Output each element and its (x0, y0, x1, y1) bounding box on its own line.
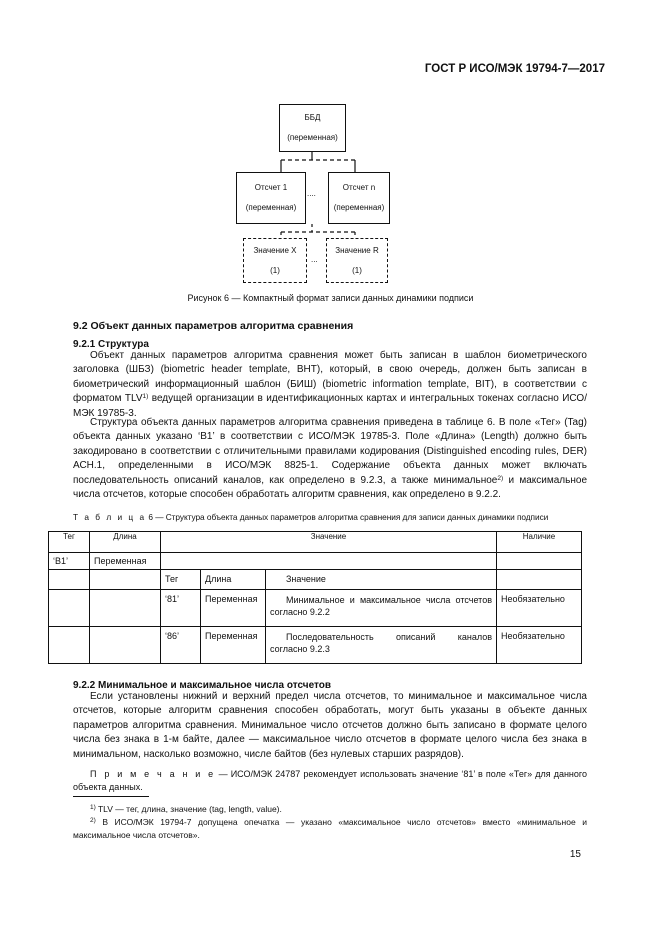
cell-tag: ‘B1’ (49, 553, 90, 570)
figure-caption: Рисунок 6 — Компактный формат записи данных динамики подписи (187, 293, 474, 303)
table-row (49, 590, 582, 627)
bbd-box-title: ББД (304, 113, 321, 122)
value-r-title: Значение R (335, 245, 379, 255)
value-x-box (243, 238, 307, 283)
ellipsis-samples: .... (307, 189, 316, 198)
footnote-1: $^{1)}$ TLV — тег, длина, значение (tag, length, value). (90, 804, 282, 814)
bbd-box-type: (переменная) (287, 133, 338, 142)
table-row (49, 570, 582, 590)
document-header: ГОСТ Р ИСО/МЭК 19794-7—2017 (424, 63, 605, 75)
bbd-box (279, 104, 346, 152)
cell-value: Минимальное и максимальное числа отсчетов согласно 9.2.2 (266, 590, 497, 627)
footnote-separator (73, 796, 149, 797)
paragraph-structure-1: Объект данных параметров алгоритма сравнения может быть записан в шаблон биометрического заголовка (ШБЗ) (biometric header template, BHT), который, в свою очередь, должен быть записан в биометрический информационный шаблон (БИШ) (biometric information template, BIT), в соответствии с форматом TLV$^{1)}$ ведущей организации в идентификационных картах и интегральных токенах согласно ИСО/МЭК 19785-3. (73, 350, 587, 419)
cell-length: Переменная (90, 553, 161, 570)
header-value: Значение (161, 532, 497, 553)
subsection-heading-structure: 9.2.1 Структура (73, 339, 149, 350)
cell-tag: ‘86’ (161, 627, 201, 664)
subsection-heading-min-max: 9.2.2 Минимальное и максимальное числа отсчетов (73, 680, 332, 691)
header-tag: Тег (49, 532, 90, 553)
sample-1-title: Отсчет 1 (254, 183, 288, 192)
sample-n-box (328, 172, 390, 224)
cell-length: Переменная (201, 627, 266, 664)
header-presence: Наличие (497, 532, 582, 553)
sample-1-box (236, 172, 306, 224)
table-row (49, 627, 582, 664)
section-heading: 9.2 Объект данных параметров алгоритма сравнения (73, 320, 354, 332)
value-x-length: (1) (270, 265, 280, 275)
subheader-value: Значение (266, 570, 497, 590)
sample-1-type: (переменная) (245, 203, 297, 212)
cell-length: Переменная (201, 590, 266, 627)
table-caption: Т а б л и ц а 6 — Структура объекта данных параметров алгоритма сравнения для записи данных динамики подписи (73, 512, 549, 522)
sample-n-type: (переменная) (333, 203, 385, 212)
table-6 (48, 531, 582, 664)
value-r-length: (1) (352, 265, 362, 275)
note: П р и м е ч а н и е — ИСО/МЭК 24787 рекомендует использовать значение ‘81’ в поле «Тег» для данного объекта данных. (73, 769, 587, 792)
ellipsis-values: ... (311, 255, 318, 264)
table-row (49, 553, 582, 570)
cell-tag: ‘81’ (161, 590, 201, 627)
subheader-length: Длина (201, 570, 266, 590)
figure-diagram (0, 0, 661, 300)
cell-presence: Необязательно (497, 590, 582, 627)
paragraph-min-max: Если установлены нижний и верхний предел числа отсчетов, то минимальное и максимальное числа отсчетов, которые алгоритм сравнения способен обработать, могут быть указаны в объекте данных параметров алгоритма сравнения. Минимальное число отсчетов должно быть записано в формате целого числа без знака в 1-м байте, далее — максимальное число отсчетов в формате целого числа без знака в минимальном, насколько возможно, числе байтов (без нулевых старших разрядов). (73, 691, 587, 760)
subheader-tag: Тег (161, 570, 201, 590)
cell-value: Последовательность описаний каналов согласно 9.2.3 (266, 627, 497, 664)
header-length: Длина (90, 532, 161, 553)
sample-n-title: Отсчет n (342, 183, 376, 192)
paragraph-structure-2: Структура объекта данных параметров алгоритма сравнения приведена в таблице 6. В поле «Тег» (Tag) объекта данных указано ‘B1’ в соответствии с ИСО/МЭК 19785-3. Поле «Длина» (Length) должно быть закодировано в соответствии с отличительными правилами кодирования (Distinguished encoding rules, DER) АСН.1, определенными в ИСО/МЭК 8825-1. Содержание объекта данных может включать последовательность описаний каналов, как определено в 9.2.3, а также минимальное$^{2)}$ и максимальное числа отсчетов, которые способен обработать алгоритм сравнения, как определено в 9.2.2. (73, 417, 588, 501)
footnote-2: $^{2)}$ В ИСО/МЭК 19794-7 допущена опечатка — указано «максимальное число отсчетов» вместо «минимальное и максимальное числа отсчетов». (73, 817, 587, 840)
value-r-box (326, 238, 388, 283)
page-number: 15 (569, 849, 581, 860)
value-x-title: Значение X (253, 245, 297, 255)
cell-presence: Необязательно (497, 627, 582, 664)
